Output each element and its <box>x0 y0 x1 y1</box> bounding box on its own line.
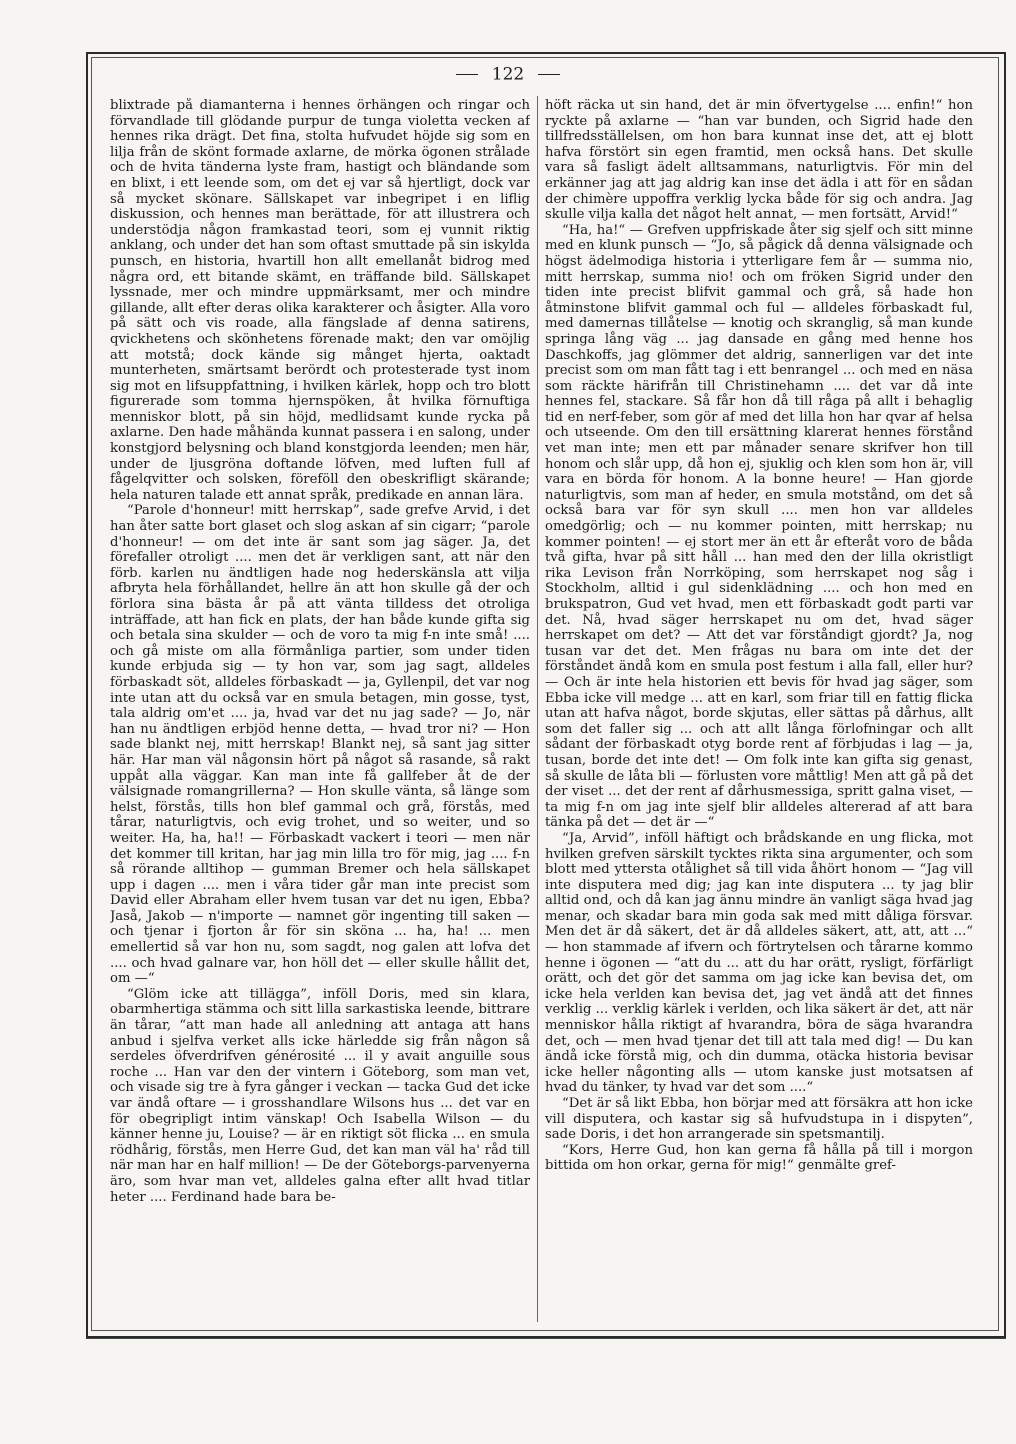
paragraph: blixtrade på diamanterna i hennes örhängen och ringar och förvandlade till glödande purpur de tunga violetta vecken af hennes rika drägt. Det fina, stolta hufvudet höjde sig som en lilja från de skönt formade axlarne, de mörka ögonen strålade och de hvita tänderna lyste fram, hastigt och bländande som en blixt, i ett leende som, om det ej var så hjertligt, dock var så mycket skönare. Sällskapet var inbegripet i en liflig diskussion, och hennes man berättade, för att illustrera och understödja någon framkastad teori, som ej vunnit riktig anklang, och under det han som oftast smuttade på sin iskylda punsch, en historia, hvartill hon allt emellanåt bidrog med några ord, ett bitande skämt, en träffande bild. Sällskapet lyssnade, mer och mindre uppmärksamt, mer och mindre gillande, allt efter deras olika karakterer och åsigter. Alla voro på sätt och vis roade, alla fängslade af denna satirens, qvickhetens och skönhetens förenade makt; den var omöjlig att motstå; dock kände sig månget hjerta, oaktadt munterheten, smärtsamt berördt och protesterade tyst inom sig mot en lifsuppfattning, i hvilken kärlek, hopp och tro blott figurerade som tomma hjernspöken, åt hvilka förnuftiga menniskor blott, på sin höjd, medlidsamt kunde rycka på axlarne. Den hade måhända kunnat passera i en salong, under konstgjord belysning och bland konstgjorda leenden; men här, under de ljusgröna doftande löfven, med luften full af fågelqvitter och solsken, föreföll den obeskrifligt skärande; hela naturen talade ett annat språk, predikade en annan lära. <box>110 98 530 503</box>
bottom-rule <box>86 1338 1006 1339</box>
column-divider <box>537 96 538 1322</box>
paragraph: “Kors, Herre Gud, hon kan gerna få hålla på till i morgon bittida om hon orkar, gerna för mig!“ genmälte gref- <box>545 1142 973 1174</box>
page-header <box>0 64 1016 88</box>
paragraph: “Glöm icke att tillägga”, inföll Doris, med sin klara, obarmhertiga stämma och sitt lilla sarkastiska leende, bittrare än tårar, “att man hade all anledning att antaga att hans anbud i sjelfva verket alls icke härledde sig från någon så serdeles öfverdrifven générosité ... il y avait anguille sous roche ... Han var den der vintern i Göteborg, som man vet, och visade sig tre à fyra gånger i veckan — tacka Gud det icke var ändå oftare — i grosshandlare Wilsons hus ... det var en för obegripligt intim vänskap! Och Isabella Wilson — du känner henne ju, Louise? — är en riktigt söt flicka ... en smula rödhårig, förstås, men Herre Gud, det kan man väl ha' råd till när man har en half million! — De der Göteborgs-parvenyerna äro, som hvar man vet, alldeles galna efter allt hvad titlar heter .... Ferdinand hade bara be- <box>110 986 530 1205</box>
page-number: 122 <box>491 64 525 85</box>
header-rule-right <box>538 74 560 75</box>
left-column <box>110 98 530 1320</box>
paragraph: “Det är så likt Ebba, hon börjar med att försäkra att hon icke vill disputera, och kastar sig så hufvudstupa in i dispyten”, sade Doris, i det hon arrangerade sin spetsmantilj. <box>545 1096 973 1143</box>
paragraph: “Ha, ha!“ — Grefven uppfriskade åter sig sjelf och sitt minne med en klunk punsch — “Jo, så pågick då denna välsignade och högst ädelmodiga historia i ytterligare fem år — summa nio, mitt herrskap, summa nio! och om fröken Sigrid under den tiden inte precist blifvit gammal och grå, så hade hon åtminstone blifvit gammal och ful — alldeles förbaskadt ful, med damernas tillåtelse — knotig och skranglig, så man kunde springa lång väg ... jag dansade en gång med henne hos Daschkoffs, jag glömmer det aldrig, sannerligen var det inte precist som om man fått tag i ett benrangel ... och med en näsa som räckte härifrån till Christinehamn .... det var då inte hennes fel, stackare. Så får hon då till råga på allt i behaglig tid en nerf-feber, som gör af med det lilla hon har qvar af helsa och utseende. Om den till ersättning klarerat hennes förstånd vet man inte; men ett par månader senare skrifver hon till honom och slår upp, då hon ej, sjuklig och klen som hon är, vill vara en börda för honom. A la bonne heure! — Han gjorde naturligtvis, som man af heder, en smula motstånd, om det så också bara var för syn skull .... men hon var alldeles omedgörlig; och — nu kommer pointen, mitt herrskap; nu kommer pointen! — ej stort mer än ett år efteråt voro de båda två gifta, hvar på sitt håll ... han med den der lilla okristligt rika Levison från Norrköping, som herrskapet nog såg i Stockholm, alltid i gul sidenklädning .... och hon med en brukspatron, Gud vet hvad, men ett förbaskadt godt parti var det. Nå, hvad säger herrskapet nu om det, hvad säger herrskapet om det? — Att det var förståndigt gjordt? Ja, nog tusan var det det. Men frågas nu bara om inte det der förståndet ändå kom en smula post festum i alla fall, eller hur? — Och är inte hela historien ett bevis för hvad jag säger, som Ebba icke vill medge ... att en karl, som friar till en fattig flicka utan att hafva något, borde skjutas, eller sättas på dårhus, allt som det faller sig ... och att allt långa förlofningar och allt sådant der förbaskadt otyg borde rent af förbjudas i lag — ja, tusan, borde det inte det! — Om folk inte kan gifta sig genast, så skulle de låta bli — förlusten vore måttlig! Men att gå på det der viset ... det der rent af dårhusmessiga, spritt galna viset, — ta mig f-n om jag inte sjelf blir alldeles altererad af att bara tänka på det — det är —“ <box>545 222 973 831</box>
right-column <box>545 98 973 1320</box>
paragraph: höft räcka ut sin hand, det är min öfvertygelse .... enfin!“ hon ryckte på axlarne — “han var bunden, och Sigrid hade den tillfredsställelsen, om hon bara kunnat inse det, att ej blott hafva förstört sin egen framtid, men också hans. Det skulle vara så fasligt ädelt alltsammans, naturligtvis. För min del erkänner jag att jag aldrig kan inse det ädla i att för en sådan der chimère uppoffra verklig lycka både för sig och andra. Jag skulle vilja kalla det något helt annat, — men fortsätt, Arvid!“ <box>545 98 973 223</box>
paragraph: “Ja, Arvid”, inföll häftigt och brådskande en ung flicka, mot hvilken grefven särskilt tycktes rikta sina argumenter, och som blott med yttersta otålighet så till vida åhört honom — “Jag vill inte disputera med dig; jag kan inte disputera ... ty jag blir alltid ond, och då kan jag ännu mindre än vanligt säga hvad jag menar, och skadar bara min goda sak med mitt dåliga försvar. Men det är då säkert, det är då alldeles säkert, att, att, att ...“ — hon stammade af ifvern och förtrytelsen och tårarne kommo henne i ögonen — “att du ... att du har orätt, rysligt, förfärligt orätt, och det gör det samma om jag icke kan bevisa det, om icke hela verlden kan bevisa det, jag vet ändå att det finnes verklig ... verklig kärlek i verlden, och lika säkert är det, att när menniskor hålla riktigt af hvarandra, böra de säga hvarandra det, och — men hvad tjenar det till att tala med dig! — Du kan ändå icke förstå mig, och din dumma, otäcka historia bevisar icke heller någonting alls — utom kanske just motsatsen af hvad du tänker, ty hvad var det som ....“ <box>545 830 973 1096</box>
header-rule-left <box>456 74 478 75</box>
paragraph: “Parole d'honneur! mitt herrskap”, sade grefve Arvid, i det han åter satte bort glaset och slog askan af sin cigarr; “parole d'honneur! — om det inte är sant som jag säger. Ja, det förefaller otroligt .... men det är verkligen sant, att när den förb. karlen nu ändtligen hade nog hederskänsla att vilja afbryta hela förhållandet, hellre än att hon skulle gå der och förlora sina bästa år på att vänta tilldess det otroliga inträffade, att han fick en plats, der han både kunde gifta sig och betala sina skulder — och de voro ta mig f-n inte små! .... och gå miste om alla förmånliga partier, som under tiden kunde erbjuda sig — ty hon var, som jag sagt, alldeles förbaskadt söt, alldeles förbaskadt — ja, Gyllenpil, det var nog inte utan att du också var en smula betagen, min gosse, tyst, tala aldrig om'et .... ja, hvad var det nu jag sade? — Jo, när han nu ändtligen erbjöd henne detta, — hvad tror ni? — Hon sade blankt nej, mitt herrskap! Blankt nej, så sant jag sitter här. Har man väl någonsin hört på något så rasande, så rakt uppåt alla väggar. Kan man inte få gallfeber åt de der välsignade romangrillerna? — Hon skulle vänta, så länge som helst, förstås, tills hon blef gammal och grå, förstås, med tårar, naturligtvis, och evig trohet, und so weiter, und so weiter. Ha, ha, ha!! — Förbaskadt vackert i teori — men när det kommer till kritan, har jag min lilla tro för mig, jag .... f-n så rörande alltihop — gumman Bremer och hela sällskapet upp i dagen .... men i våra tider går man inte precist som David eller Abraham eller hvem tusan var det nu igen, Ebba? Jaså, Jakob — n'importe — namnet gör ingenting till saken — och tjenar i fjorton år för sin sköna ... ha, ha! ... men emellertid så var hon nu, som sagdt, nog galen att lofva det .... och hvad galnare var, hon höll det — eller skulle hållit det, om —“ <box>110 503 530 987</box>
